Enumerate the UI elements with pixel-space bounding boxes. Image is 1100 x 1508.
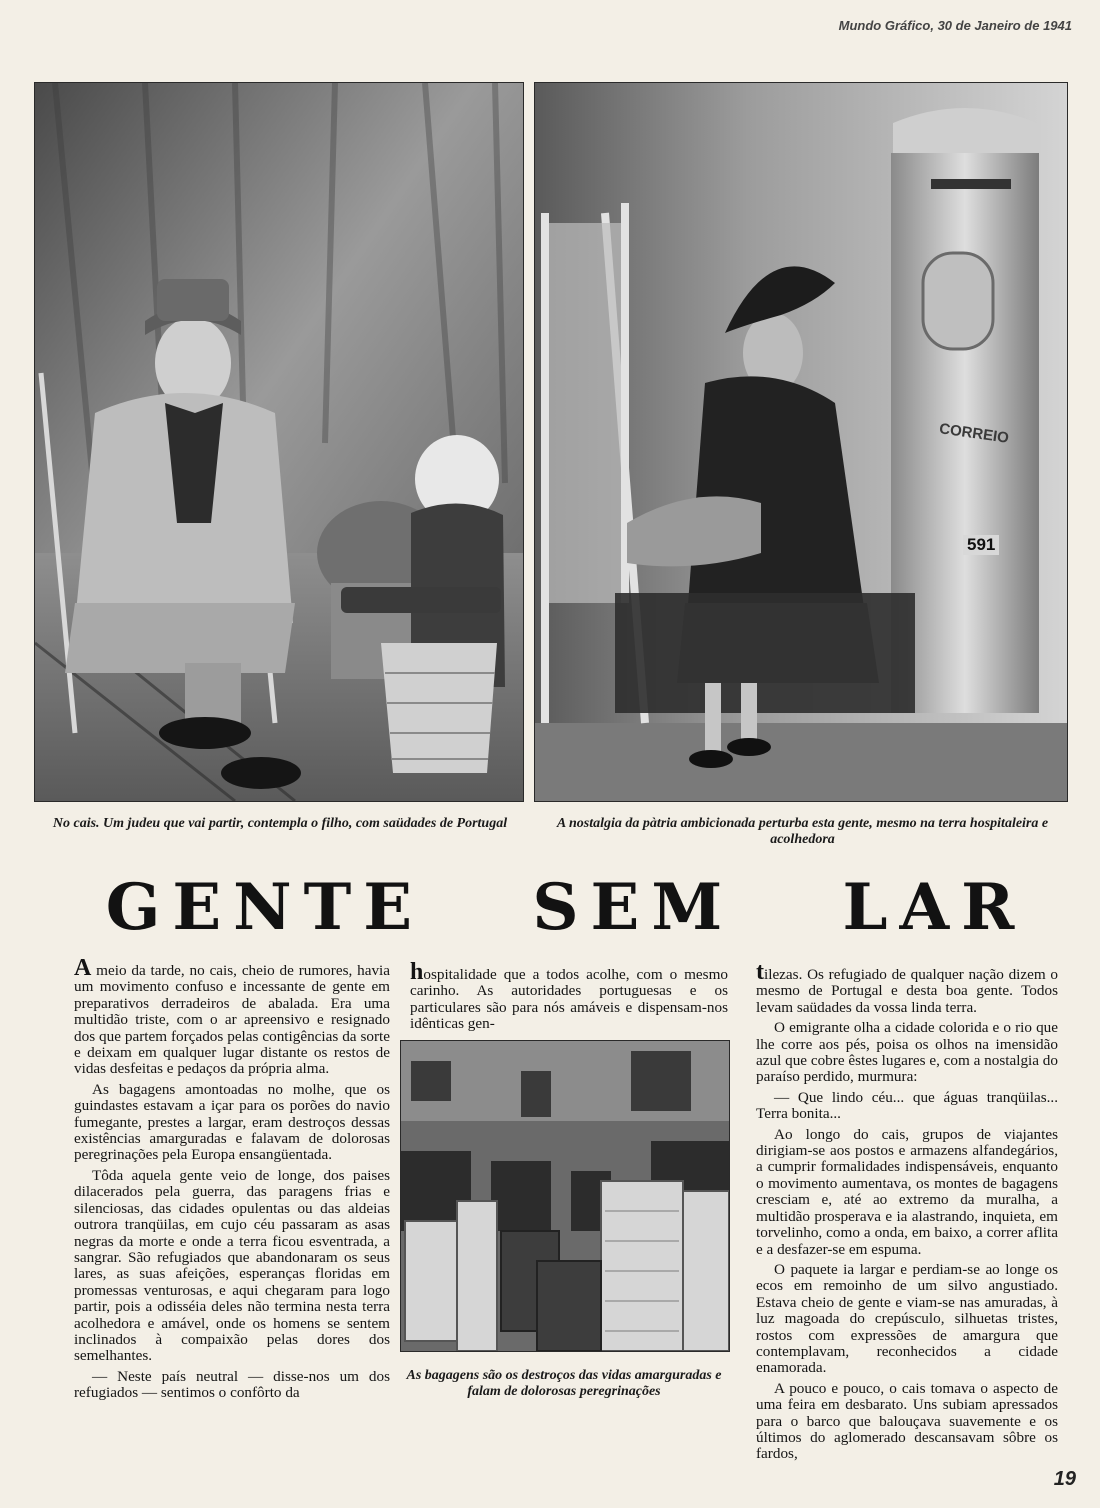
article-column-1 <box>74 955 390 1402</box>
paragraph: hospitalidade que a todos acolhe, com o mesmo carinho. As autoridades portuguesas e os particulares são para nós amáveis e dispensam-nos idênticas gen- <box>410 959 728 1033</box>
caption-man-and-child: No cais. Um judeu que vai partir, contempla o filho, com saüdades de Portugal <box>52 816 508 831</box>
caption-woman-by-mailbox: A nostalgia da pàtria ambicionada perturba esta gente, mesmo na terra hospitaleira e acolhedora <box>556 816 1049 847</box>
paragraph: Tôda aquela gente veio de longe, dos paises dilacerados pela guerra, das paragens frias e silenciosas, das cidades opulentas ou das aldeias outrora tranqüilas, em cujo céu passaram as asas negras da morte e onde a terra ficou esventrada, a sangrar. São refugiados que abandonaram os seus lares, as suas afeições, esperanças floridas em promessas venturosas, e aqui chegaram para logo partir, pois a odisséia deles não termina nesta terra acolhedora e amável, onde os homens se sentem inclinados à compaixão pelas dores dos semelhantes. <box>74 1166 390 1365</box>
paragraph: As bagagens amontoadas no molhe, que os guindastes estavam a içar para os porões do navio fumegante, prestes a largar, eram destroços dessas existências amarguradas e falavam de dolorosas peregrinações pela Europa ensangüentada. <box>74 1080 390 1164</box>
mailbox-number: 591 <box>963 535 999 555</box>
article-headline: GENTE SEM LAR <box>105 870 1027 945</box>
paragraph: O emigrante olha a cidade colorida e o rio que lhe corre aos pés, poisa os olhos na imensidão azul que cobre êstes lugares e, com a nostalgia do paraíso perdido, murmura: <box>756 1019 1058 1086</box>
article-column-3 <box>756 959 1058 1463</box>
photo-man-and-child <box>34 82 524 802</box>
paragraph: — Neste país neutral — disse-nos um dos refugiados — sentimos o confôrto da <box>74 1367 390 1402</box>
article-column-2 <box>410 959 728 1033</box>
paragraph: A meio da tarde, no cais, cheio de rumores, havia um movimento confuso e incessante de gente em preparativos derradeiros de abalada. Era uma multidão triste, com o ar apreensivo e resignado dos que partem forçados pelas contigências da sorte e deixam em qualquer lugar distante os restos de vidas desfeitas e pedaços da própria alma. <box>74 955 390 1078</box>
mailbox-label: CORREIO <box>938 420 1010 447</box>
paragraph: A pouco e pouco, o cais tomava o aspecto de uma feira em desbarato. Uns subiam apressados para o barco que balouçava suavemente e os últimos do aglomerado descansavam sôbre os fardos, <box>756 1379 1058 1463</box>
paragraph: Ao longo do cais, grupos de viajantes dirigiam-se aos postos e armazens alfandegários, a cumprir formalidades indispensáveis, enquanto o movimento aumentava, os montes de bagagens cresciam e, até ao extremo da muralha, a multidão prosperava e ia alastrando, inquieta, em torvelinho, como a onda, em baixo, a correr aflita e a desfazer-se em espuma. <box>756 1125 1058 1258</box>
paragraph: O paquete ia largar e perdiam-se ao longe os ecos em remoinho de um silvo angustiado. Estava cheio de gente e viam-se nas amuradas, à luz magoada do crepúsculo, silhuetas tristes, rostos com expressões de amargura que contemplavam, reconhecidos a cidade enamorada. <box>756 1260 1058 1377</box>
photo-luggage-on-quay <box>400 1040 730 1352</box>
page-number: 19 <box>1053 1468 1076 1490</box>
photo-woman-by-mailbox <box>534 82 1068 802</box>
caption-luggage: As bagagens são os destroços das vidas amarguradas e falam de dolorosas peregrinações <box>406 1368 722 1399</box>
paragraph: — Que lindo céu... que águas tranqüilas... Terra bonita... <box>756 1088 1058 1123</box>
paragraph: tilezas. Os refugiado de qualquer nação dizem o mesmo de Portugal e desta boa gente. Todos levam saüdades da vossa linda terra. <box>756 959 1058 1016</box>
masthead-dateline: Mundo Gráfico, 30 de Janeiro de 1941 <box>838 18 1072 33</box>
